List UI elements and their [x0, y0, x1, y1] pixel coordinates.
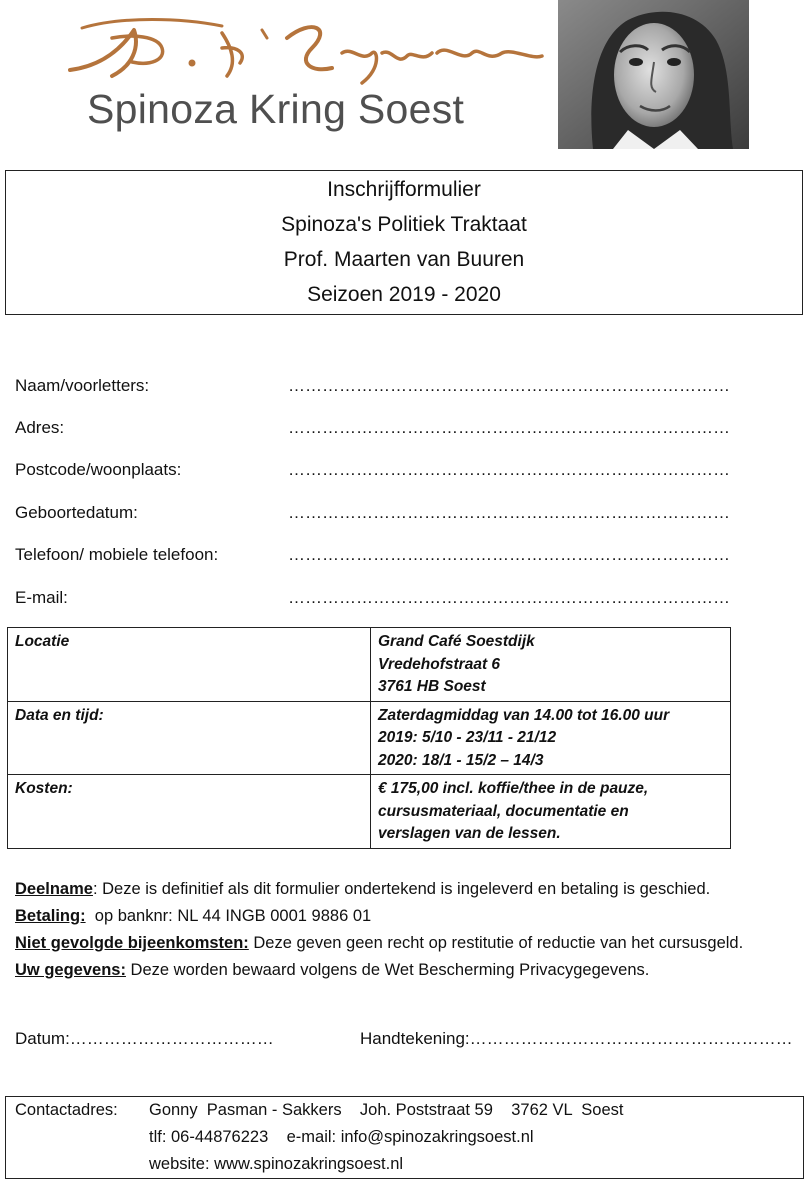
table-row	[8, 701, 731, 775]
field-label: Postcode/woonplaats:	[15, 460, 182, 479]
letterhead	[0, 0, 804, 160]
birthdate-field[interactable]	[15, 503, 730, 525]
spinoza-signature-logo	[62, 8, 552, 88]
field-label: Telefoon/ mobiele telefoon:	[15, 545, 219, 564]
field-label: Naam/voorletters:	[15, 376, 150, 395]
course-title: Spinoza's Politiek Traktaat	[281, 213, 527, 236]
spinoza-portrait-image	[558, 0, 749, 149]
cost-label: Kosten:	[8, 775, 371, 849]
location-label: Locatie	[8, 628, 371, 702]
phone-field[interactable]	[15, 545, 730, 567]
cost-line: verslagen van de lessen.	[378, 825, 561, 842]
term-key: Betaling:	[15, 907, 86, 925]
field-blank[interactable]: ……………………………………………………………………	[288, 588, 730, 607]
term-key: Niet gevolgde bijeenkomsten:	[15, 934, 249, 952]
email-field[interactable]	[15, 588, 730, 610]
organization-name: Spinoza Kring Soest	[87, 86, 465, 132]
term-text: op banknr: NL 44 INGB 0001 9886 01	[94, 907, 372, 925]
form-title-box	[5, 170, 803, 315]
field-blank[interactable]: ……………………………………………………………………	[288, 376, 730, 395]
contact-box	[5, 1096, 804, 1179]
season: Seizoen 2019 - 2020	[307, 283, 501, 306]
name-field[interactable]	[15, 376, 730, 398]
term-text: Deze is definitief als dit formulier ondertekend is ingeleverd en betaling is geschied.	[102, 880, 711, 898]
venue-name: Grand Café Soestdijk	[378, 633, 535, 650]
session-time: Zaterdagmiddag van 14.00 tot 16.00 uur	[378, 706, 670, 724]
field-label: E-mail:	[15, 588, 68, 607]
term-text: Deze geven geen recht op restitutie of reductie van het cursusgeld.	[253, 934, 744, 952]
field-blank[interactable]: ……………………………………………………………………	[288, 503, 730, 522]
field-blank[interactable]: ……………………………………………………………………	[288, 418, 730, 437]
term-key: Deelname	[15, 880, 93, 898]
contact-website: website: www.spinozakringsoest.nl	[149, 1155, 404, 1173]
table-row	[8, 628, 731, 702]
participation-term	[15, 880, 710, 899]
form-title: Inschrijfformulier	[327, 178, 481, 201]
address-field[interactable]	[15, 418, 730, 440]
table-row	[8, 775, 731, 849]
cost-line: cursusmateriaal, documentatie en	[378, 802, 629, 820]
field-label: Adres:	[15, 418, 65, 437]
field-blank[interactable]: ……………………………………………………………………	[288, 460, 730, 479]
location-value	[371, 628, 731, 702]
term-separator	[86, 907, 95, 925]
course-info-table	[7, 627, 731, 849]
contact-address: Gonny Pasman - Sakkers Joh. Poststraat 59 3762 VL Soest	[149, 1101, 624, 1119]
term-text: Deze worden bewaard volgens de Wet Bescherming Privacygegevens.	[130, 961, 650, 979]
postcode-city-field[interactable]	[15, 460, 730, 482]
payment-term	[15, 907, 371, 926]
date-field[interactable]: Datum:………………………………	[15, 1029, 274, 1048]
field-blank[interactable]: ……………………………………………………………………	[288, 545, 730, 564]
venue-postcode: 3761 HB Soest	[378, 678, 486, 695]
dates-value	[371, 701, 731, 775]
field-label: Geboortedatum:	[15, 503, 138, 522]
dates-2019: 2019: 5/10 - 23/11 - 21/12	[378, 729, 557, 746]
term-key: Uw gegevens:	[15, 961, 126, 979]
privacy-term	[15, 961, 649, 980]
contact-label: Contactadres:	[15, 1101, 118, 1119]
cost-line: € 175,00 incl. koffie/thee in de pauze,	[378, 780, 649, 797]
cost-value	[371, 775, 731, 849]
venue-street: Vredehofstraat 6	[378, 655, 501, 673]
dates-label: Data en tijd:	[8, 701, 371, 775]
missed-sessions-term	[15, 934, 743, 953]
dates-2020: 2020: 18/1 - 15/2 – 14/3	[378, 751, 544, 769]
lecturer-name: Prof. Maarten van Buuren	[283, 248, 525, 271]
signature-field[interactable]: Handtekening:…………………………………………………	[360, 1029, 793, 1048]
term-separator: :	[92, 880, 103, 898]
contact-phone-email: tlf: 06-44876223 e-mail: info@spinozakringsoest.nl	[149, 1128, 534, 1146]
